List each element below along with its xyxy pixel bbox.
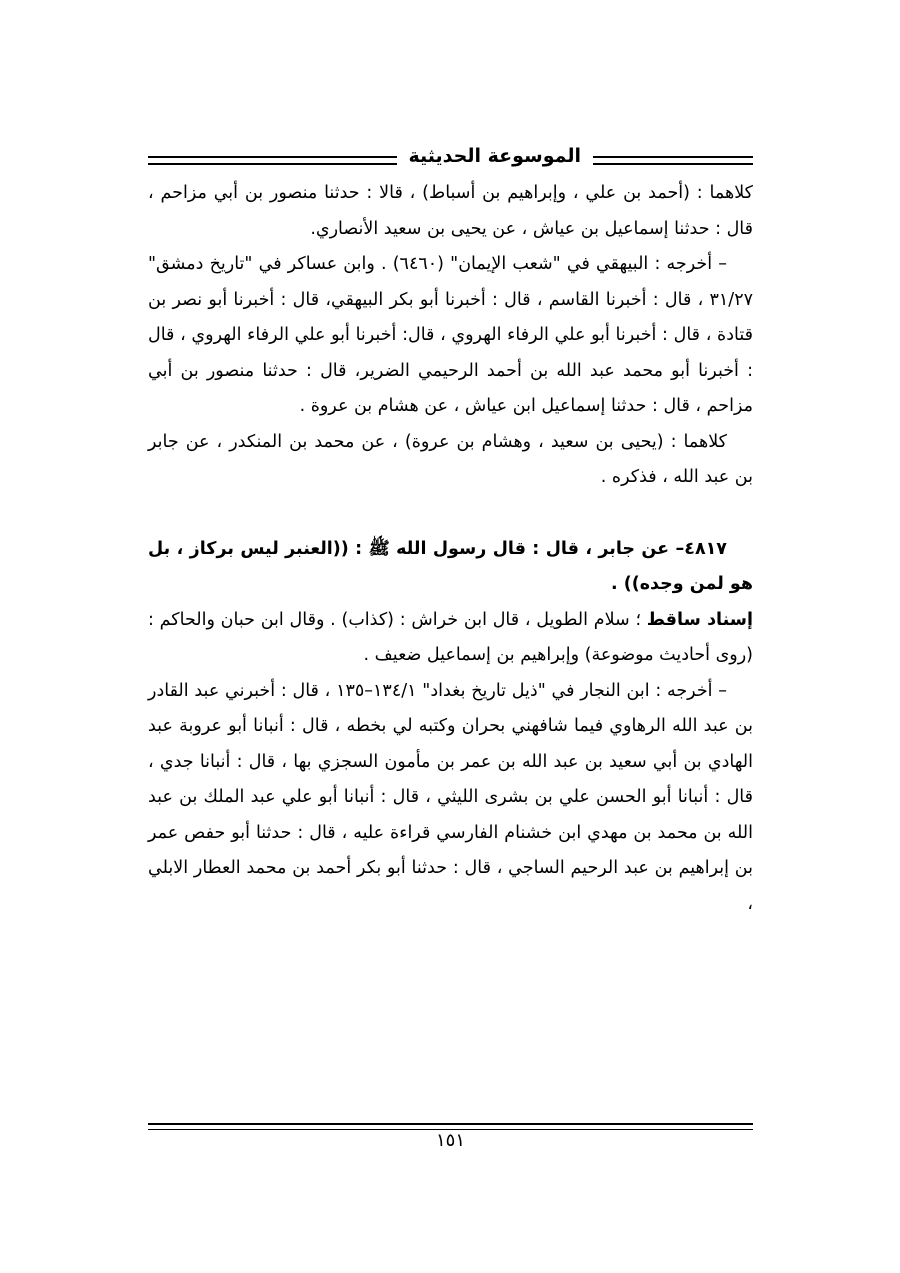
- header-rule-left: [148, 156, 438, 165]
- paragraph: كلاهما : (يحيى بن سعيد ، وهشام بن عروة) ، عن محمد بن المنكدر ، عن جابر بن عبد الله ، فذكره .: [148, 431, 753, 487]
- footer-rule: [148, 1123, 753, 1130]
- isnad-paragraph: [148, 603, 753, 674]
- isnad-label: إسناد ساقط: [646, 609, 753, 630]
- page-content: [148, 140, 753, 922]
- page-number: ١٥١: [435, 1130, 465, 1151]
- paragraph: – أخرجه : البيهقي في "شعب الإيمان" (٦٤٦٠) . وابن عساكر في "تاريخ دمشق" ٣١/٢٧ ، قال : أخبرنا القاسم ، قال : أخبرنا أبو بكر البيهقي، قال : أخبرنا أبو نصر بن قتادة ، قال : أخبرنا أبو علي الرفاء الهروي ، قال: أخبرنا أبو علي الرفاء الهروي ، قال : أخبرنا أبو محمد عبد الله بن أحمد الرحيمي الضرير، قال : حدثنا منصور بن أبي مزاحم ، قال : حدثنا إسماعيل ابن عياش ، عن هشام بن عروة .: [148, 254, 753, 416]
- isnad-text: ؛ سلام الطويل ، قال ابن خراش : (كذاب) . وقال ابن حبان والحاكم : (روى أحاديث موضوعة) وإبراهيم بن إسماعيل ضعيف .: [148, 609, 753, 665]
- hadith-text: ٤٨١٧– عن جابر ، قال : قال رسول الله ﷺ : ((العنبر ليس بركاز ، بل هو لمن وجده)) .: [148, 538, 753, 594]
- paragraph: كلاهما : (أحمد بن علي ، وإبراهيم بن أسباط) ، قالا : حدثنا منصور بن أبي مزاحم ، قال : حدثنا إسماعيل بن عياش ، عن يحيى بن سعيد الأنصاري.: [148, 183, 753, 239]
- header-rule-right: [593, 156, 753, 165]
- header-title: الموسوعة الحديثية: [397, 142, 594, 170]
- section-gap: [148, 496, 753, 532]
- running-header: [148, 140, 753, 176]
- paragraph: – أخرجه : ابن النجار في "ذيل تاريخ بغداد" ١٣٤/١–١٣٥ ، قال : أخبرني عبد القادر بن عبد الله الرهاوي فيما شافهني بحران وكتبه لي بخطه ، قال : أنبانا أبو عروبة عبد الهادي بن أبي سعيد بن عبد الله بن عمر بن مأمون السجزي بها ، قال : أنبانا جدي ، قال : أنبانا أبو الحسن علي بن بشرى الليثي ، قال : أنبانا أبو علي عبد الملك بن عبد الله بن محمد بن مهدي ابن خشنام الفارسي قراءة عليه ، قال : حدثنا أبو حفص عمر بن إبراهيم بن عبد الرحيم الساجي ، قال : حدثنا أبو بكر أحمد بن محمد العطار الابلي ،: [148, 680, 753, 914]
